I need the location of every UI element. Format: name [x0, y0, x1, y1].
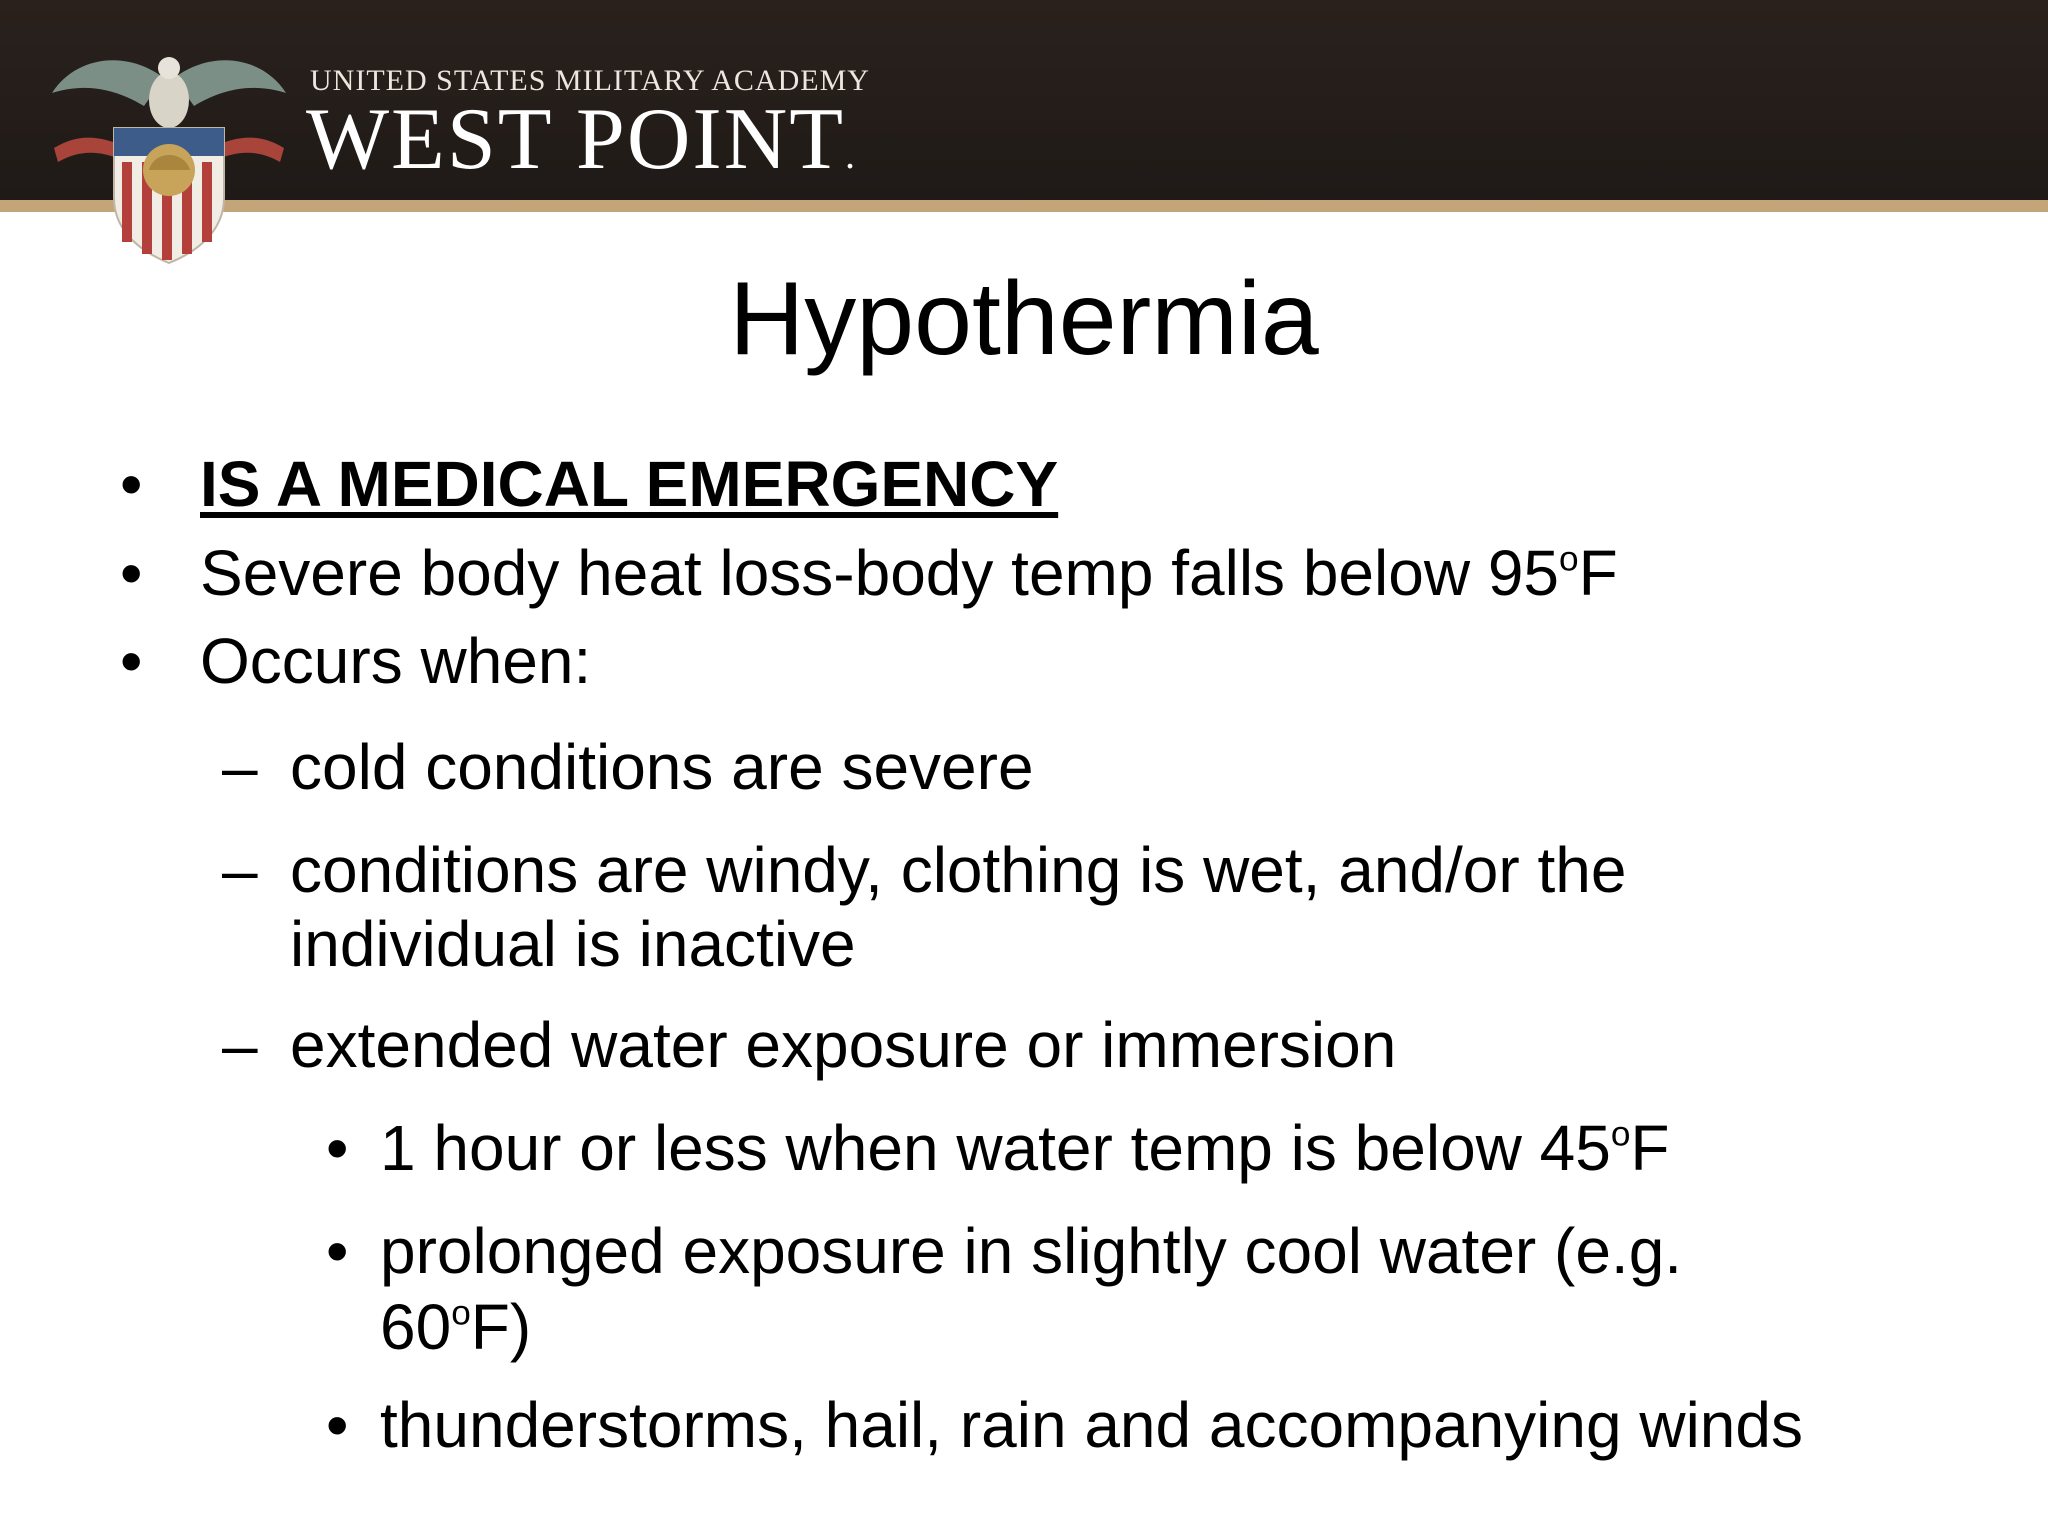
sub-bullet-text-line1: conditions are windy, clothing is wet, and/or the — [290, 834, 1627, 906]
bullet-marker: • — [120, 537, 143, 609]
bullet-text: IS A MEDICAL EMERGENCY — [200, 448, 1059, 520]
sub-sub-bullet-item — [326, 1110, 1670, 1186]
bullet-item — [120, 535, 1618, 612]
west-point-name: WEST POINT — [306, 91, 846, 188]
bullet-item — [120, 623, 592, 700]
bullet-marker: • — [120, 625, 143, 697]
sub-sub-bullet-value: 60 — [380, 1291, 452, 1363]
sub-sub-bullet-unit: F — [1630, 1112, 1670, 1184]
sub-bullet-text-line2: individual is inactive — [290, 908, 856, 980]
sub-bullet-item — [222, 833, 1627, 981]
sub-bullet-text: cold conditions are severe — [290, 731, 1034, 803]
bullet-text-unit: F — [1578, 537, 1618, 609]
bullet-item — [120, 446, 1059, 523]
west-point-crest-logo — [44, 38, 294, 268]
degree-mark: o — [1610, 1114, 1631, 1154]
bullet-marker: • — [326, 1112, 349, 1184]
degree-mark: o — [451, 1293, 471, 1333]
slide-title: Hypothermia — [729, 261, 1319, 377]
dash-marker: – — [222, 834, 258, 906]
sub-sub-bullet-text-line2 — [380, 1289, 1682, 1365]
dash-marker: – — [222, 1009, 258, 1081]
sub-sub-bullet-unit: F) — [470, 1291, 532, 1363]
sub-bullet-item — [222, 1008, 1397, 1082]
sub-bullet-item — [222, 730, 1034, 804]
header-stripe — [0, 200, 2048, 212]
sub-sub-bullet-text-line1: prolonged exposure in slightly cool water (e.g. — [380, 1215, 1683, 1287]
sub-bullet-text: extended water exposure or immersion — [290, 1009, 1397, 1081]
sub-sub-bullet-text: 1 hour or less when water temp is below 45 — [380, 1112, 1611, 1184]
west-point-wordmark — [306, 91, 858, 188]
degree-mark: o — [1559, 539, 1579, 579]
sub-sub-bullet-text: thunderstorms, hail, rain and accompanying winds — [380, 1389, 1803, 1461]
bullet-text: Severe body heat loss-body temp falls below 95 — [200, 537, 1559, 609]
bullet-text: Occurs when: — [200, 625, 592, 697]
dash-marker: – — [222, 731, 258, 803]
bullet-marker: • — [326, 1389, 349, 1461]
sub-sub-bullet-item — [326, 1387, 1803, 1463]
academy-name-line: UNITED STATES MILITARY ACADEMY — [310, 64, 870, 97]
wordmark-dot: . — [845, 132, 858, 177]
bullet-marker: • — [326, 1215, 349, 1287]
bullet-marker: • — [120, 448, 143, 520]
sub-sub-bullet-item — [326, 1213, 1683, 1365]
